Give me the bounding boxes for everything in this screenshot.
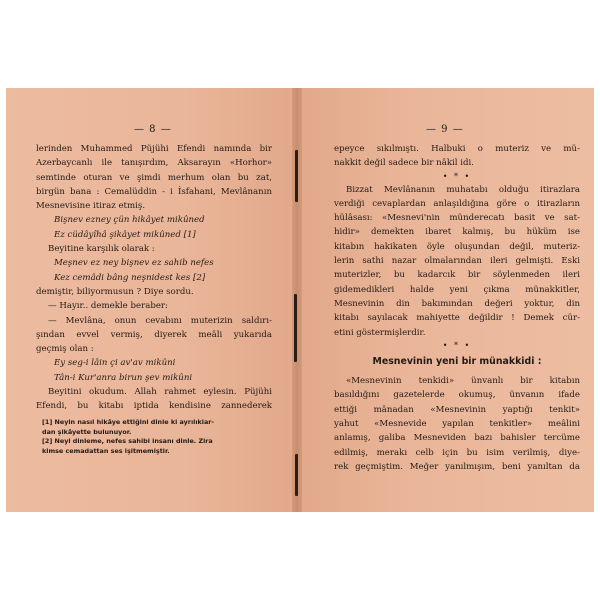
text-line: hülâsası: «Mesnevi'nin münderecatı basit ve sat- xyxy=(334,213,580,224)
text-line: kitabı sayılacak mahiyette değildir ! Demek cür- xyxy=(334,313,580,324)
text-line: gidemedikleri halde yeni çıkma münakkitler, xyxy=(334,284,580,295)
text-line: yahut «Mesnevide yapılan tenkitler» meâlini xyxy=(334,419,580,430)
section-separator: • * • xyxy=(442,340,472,350)
text-line: Meşnev ez ney bişnev ez sahib nefes xyxy=(54,258,214,269)
text-line: — Hayır.. demekle beraber: xyxy=(48,301,168,312)
page-number-left: — 8 — xyxy=(134,124,172,135)
section-heading: Mesnevinin yeni bir münakkidi : xyxy=(372,355,542,367)
text-line: etini göstermişlerdir. xyxy=(334,327,426,338)
left-page xyxy=(6,88,292,512)
text-line: rek geçmiştim. Meğer yanılmışım, beni yanıltan da xyxy=(334,461,580,472)
footnote-line: [2] Neyi dinleme, nefes sahibi insanı dinle. Zira xyxy=(42,437,213,445)
text-line: şından evvel vermiş, diyerek meâli yukarıda xyxy=(36,329,272,340)
text-line: Bişnev ezney çün hikâyet mikûned xyxy=(54,215,205,226)
text-line: epeyce sıkılmıştı. Halbuki o muteriz ve mü- xyxy=(334,144,580,154)
section-separator: • * • xyxy=(442,171,472,181)
footnote-line: kimse cemadattan ses işitmemiştir. xyxy=(42,446,170,455)
text-line: Tân-i Kur'anra birun şev mikûni xyxy=(54,372,193,383)
text-line: birgün bana : Cemalüddin - i İsfahani, Mevlânanın xyxy=(36,186,272,197)
binding-thread-top xyxy=(295,150,298,202)
text-line: Beyitini okudum. Allah rahmet eylesin. Püjühi xyxy=(48,387,272,398)
text-line: «Mesnevinin tenkidi» ünvanlı bir kitabın xyxy=(346,376,580,387)
text-line: Mesnevisine itiraz etmiş. xyxy=(36,201,146,212)
text-line: demiştir, biliyormusun ? Diye sordu. xyxy=(36,286,194,297)
text-line: Bizzat Mevlânanın muhatabı olduğu itirazlara xyxy=(346,184,580,195)
text-line: hidir» demekten ibaret kalmış, bu hüküm ise xyxy=(334,227,580,238)
text-line: nakkit değil sadece bir nâkil idi. xyxy=(334,158,474,169)
text-line: semtinde oturan ve şimdi merhum olan bu zat, xyxy=(36,172,272,183)
text-line: lerin sathi nazar olmalarından ileri gelmişti. Eski xyxy=(334,256,580,267)
left-footnotes xyxy=(42,418,274,456)
book-spread xyxy=(6,88,594,512)
footnote-line: [1] Neyin nasıl hikâye ettiğini dinle ki ayrılıklar- xyxy=(42,418,215,426)
right-page-body xyxy=(334,142,580,474)
text-line: Mesnevinin din bakımından değeri yoktur, din xyxy=(334,298,580,309)
text-line: Beyitine karşılık olarak : xyxy=(48,244,155,255)
text-line: kitabın hakikaten öyle oluşundan değil, muteriz- xyxy=(334,241,580,252)
text-line: verdiği cevaplardan anlaşıldığına göre o itirazların xyxy=(334,198,580,209)
text-line: Azerbaycanlı ile tanışırdım, Aksarayın «Horhor» xyxy=(36,158,272,169)
text-line: edilmiş, merakı celb için bu isim verilmiş, diye- xyxy=(334,447,580,458)
binding-thread-bottom xyxy=(295,454,298,496)
binding-thread-middle xyxy=(294,294,297,362)
text-line: Ey seg-i lâin çi av'av mikûni xyxy=(54,358,176,369)
text-line: muterizler, bu kadarcık bir söylenmeden ileri xyxy=(334,270,580,281)
page-number-right: — 9 — xyxy=(426,124,464,135)
text-line: — Mevlâna, onun cevabını muterizin saldırı- xyxy=(48,315,272,326)
right-page xyxy=(302,88,594,512)
text-line: Kez cemâdi bâng neşnidest kes [2] xyxy=(54,272,206,283)
text-line: ettiği mânadan «Mesnevinin yaptığı tenkit» xyxy=(334,404,580,415)
left-page-body xyxy=(36,142,272,414)
text-line: anlamış, galiba Mesneviden bazı bahisler tercüme xyxy=(334,433,580,444)
text-line: Efendi, bu kitabı iptida kendisine zannederek xyxy=(36,401,272,412)
text-line: Ez cüdâyîhâ şikâyet mikûned [1] xyxy=(54,229,196,240)
text-line: geçmiş olan : xyxy=(36,344,94,355)
text-line: basıldığını gazetelerde okumuş, ünvanın ifade xyxy=(334,390,580,401)
text-line: lerinden Muhammed Püjühi Efendi namında bir xyxy=(36,144,272,154)
footnote-line: dan şikâyette bulunuyor. xyxy=(42,427,132,436)
